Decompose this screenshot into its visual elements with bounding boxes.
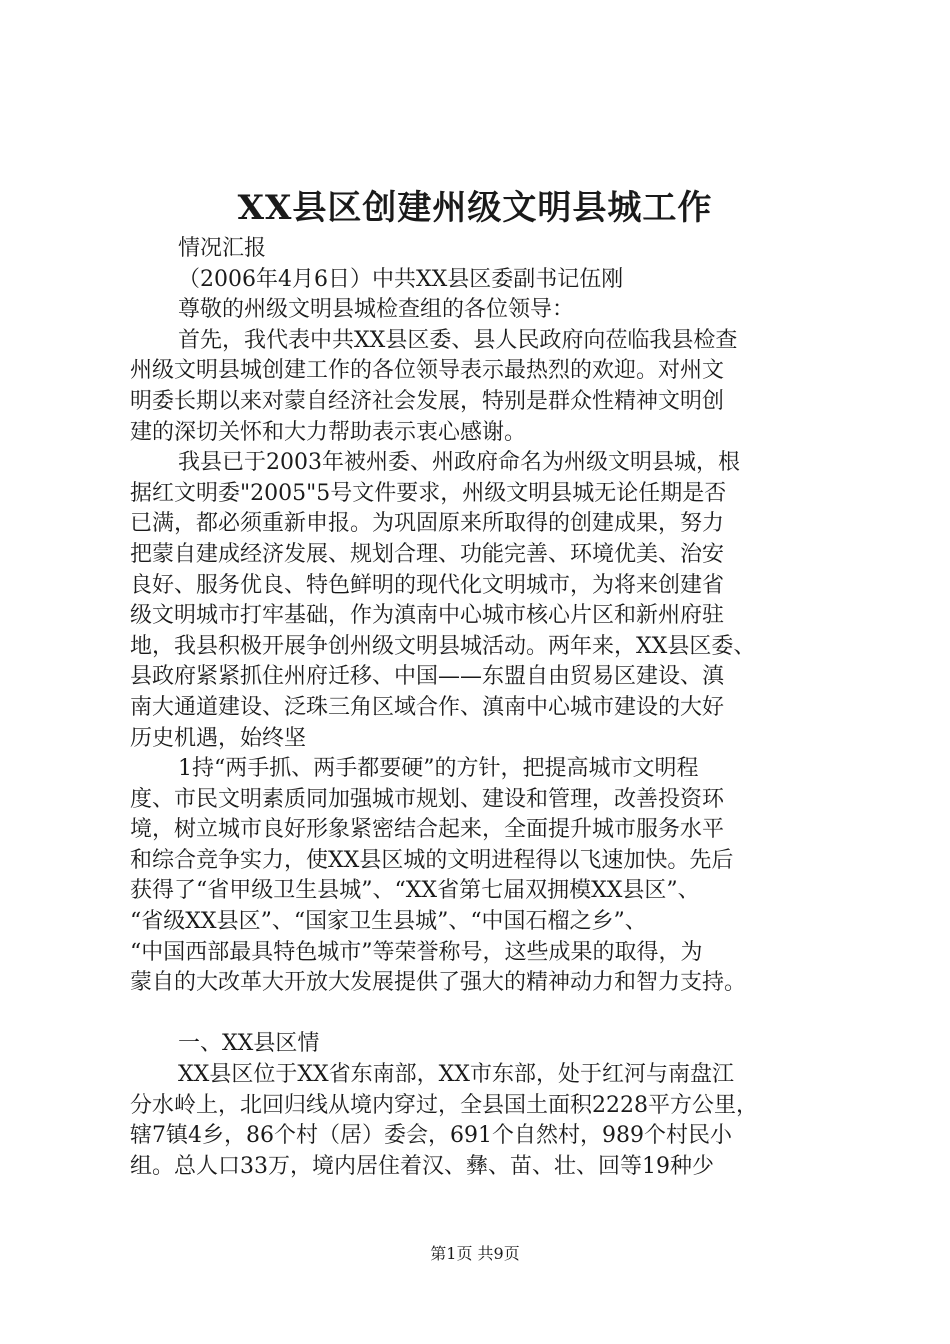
text-line: XX县区位于XX省东南部，XX市东部，处于红河与南盘江 — [178, 1062, 734, 1088]
text-line: 据红文明委"2005"5号文件要求，州级文明县城无论任期是否 — [130, 480, 727, 506]
text-line: 1持“两手抓、两手都要硬”的方针，把提高城市文明程 — [178, 756, 699, 782]
text-line: 分水岭上，北回归线从境内穿过，全县国土面积2228平方公里， — [130, 1092, 758, 1118]
text-line: 地，我县积极开展争创州级文明县城活动。两年来，XX县区委、 — [130, 633, 756, 659]
text-line: 情况汇报 — [178, 236, 267, 261]
text-line: 辖7镇4乡，86个村（居）委会，691个自然村，989个村民小 — [130, 1123, 732, 1149]
text-line: 已满，都必须重新申报。为巩固原来所取得的创建成果，努力 — [130, 511, 725, 537]
text-line: 首先，我代表中共XX县区委、县人民政府向莅临我县检查 — [178, 327, 738, 353]
text-line: 度、市民文明素质同加强城市规划、建设和管理，改善投资环 — [130, 786, 725, 812]
document-body — [130, 234, 852, 1182]
text-line: “省级XX县区”、“国家卫生县城”、“中国石榴之乡”、 — [130, 909, 647, 935]
text-line: “中国西部最具特色城市”等荣誉称号，这些成果的取得，为 — [130, 939, 703, 965]
text-line: 境，树立城市良好形象紧密结合起来，全面提升城市服务水平 — [130, 817, 725, 843]
text-line: 州级文明县城创建工作的各位领导表示最热烈的欢迎。对州文 — [130, 358, 725, 384]
text-line: 和综合竞争实力，使XX县区城的文明进程得以飞速加快。先后 — [130, 847, 734, 873]
text-line: 组。总人口33万，境内居住着汉、彝、苗、壮、回等19种少 — [130, 1153, 714, 1179]
text-line: （2006年4月6日）中共XX县区委副书记伍刚 — [178, 266, 624, 292]
text-line: 良好、服务优良、特色鲜明的现代化文明城市，为将来创建省 — [130, 572, 725, 598]
text-line: 县政府紧紧抓住州府迁移、中国——东盟自由贸易区建设、滇 — [130, 664, 725, 690]
text-line: 级文明城市打牢基础，作为滇南中心城市核心片区和新州府驻 — [130, 603, 725, 629]
text-line: 历史机遇，始终坚 — [130, 725, 307, 751]
text-line: 明委长期以来对蒙自经济社会发展，特别是群众性精神文明创 — [130, 388, 725, 414]
text-line — [130, 999, 852, 1030]
text-line: 我县已于2003年被州委、州政府命名为州级文明县城，根 — [178, 450, 740, 476]
page-footer: 第1页 共9页 — [430, 1244, 520, 1263]
text-line: 蒙自的大改革大开放大发展提供了强大的精神动力和智力支持。 — [130, 970, 747, 996]
document-title: XX县区创建州级文明县城工作 — [237, 188, 713, 228]
text-line: 一、XX县区情 — [178, 1031, 320, 1057]
text-line: 把蒙自建成经济发展、规划合理、功能完善、环境优美、治安 — [130, 541, 725, 567]
text-line: 尊敬的州级文明县城检查组的各位领导： — [178, 297, 575, 323]
text-line: 南大通道建设、泛珠三角区域合作、滇南中心城市建设的大好 — [130, 694, 725, 720]
text-line: 获得了“省甲级卫生县城”、“XX省第七届双拥模XX县区”、 — [130, 878, 700, 904]
text-line: 建的深切关怀和大力帮助表示衷心感谢。 — [130, 419, 527, 445]
